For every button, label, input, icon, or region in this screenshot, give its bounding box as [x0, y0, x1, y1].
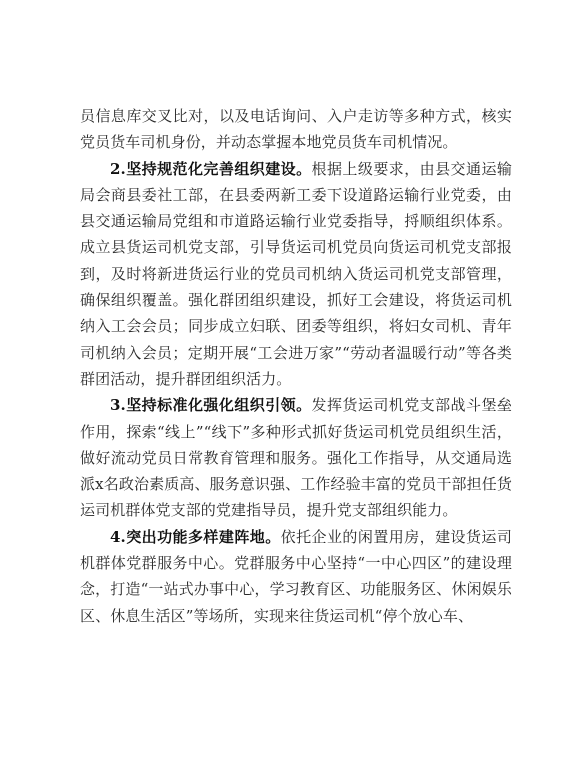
paragraph-heading: 4.突出功能多样建阵地。	[110, 527, 281, 546]
paragraph-heading: 3.坚持标准化强化组织引领。	[110, 396, 312, 415]
paragraph-organization-guidance	[80, 392, 512, 523]
paragraph-text: 员信息库交叉比对，以及电话询问、入户走访等多种方式，核实党员货车司机身份，并动态掌握本地党员货车司机情况。	[80, 107, 512, 152]
paragraph-text: 发挥货运司机党支部战斗堡垒作用，探索“线上”“线下”多种形式抓好货运司机党员组织生活，做好流动党员日常教育管理和服务。强化工作指导，从交通局选派x名政治素质高、服务意识强、工作经验丰富的党员干部担任货运司机群体党支部的党建指导员，提升党支部组织能力。	[80, 396, 512, 520]
paragraph-text: 根据上级要求，由县交通运输局会商县委社工部，在县委两新工委下设道路运输行业党委，由县交通运输局党组和市道路运输行业党委指导，捋顺组织体系。成立县货运司机党支部，引导货运司机党员向货运司机党支部报到，及时将新进货运行业的党员司机纳入货运司机党支部管理，确保组织覆盖。强化群团组织建设，抓好工会建设，将货运司机纳入工会会员；同步成立妇联、团委等组织，将妇女司机、青年司机纳入会员；定期开展“工会进万家”“劳动者温暖行动”等各类群团活动，提升群团组织活力。	[80, 159, 512, 388]
paragraph-heading: 2.坚持规范化完善组织建设。	[110, 159, 312, 178]
paragraph-continuation	[80, 103, 512, 156]
paragraph-service-center	[80, 524, 512, 629]
document-body	[80, 103, 512, 629]
paragraph-organization-building	[80, 156, 512, 393]
paragraph-text: 依托企业的闲置用房，建设货运司机群体党群服务中心。党群服务中心坚持“一中心四区”的建设理念，打造“一站式办事中心，学习教育区、功能服务区、休闲娱乐区、休息生活区”等场所，实现来往货运司机“停个放心车、	[80, 527, 512, 625]
